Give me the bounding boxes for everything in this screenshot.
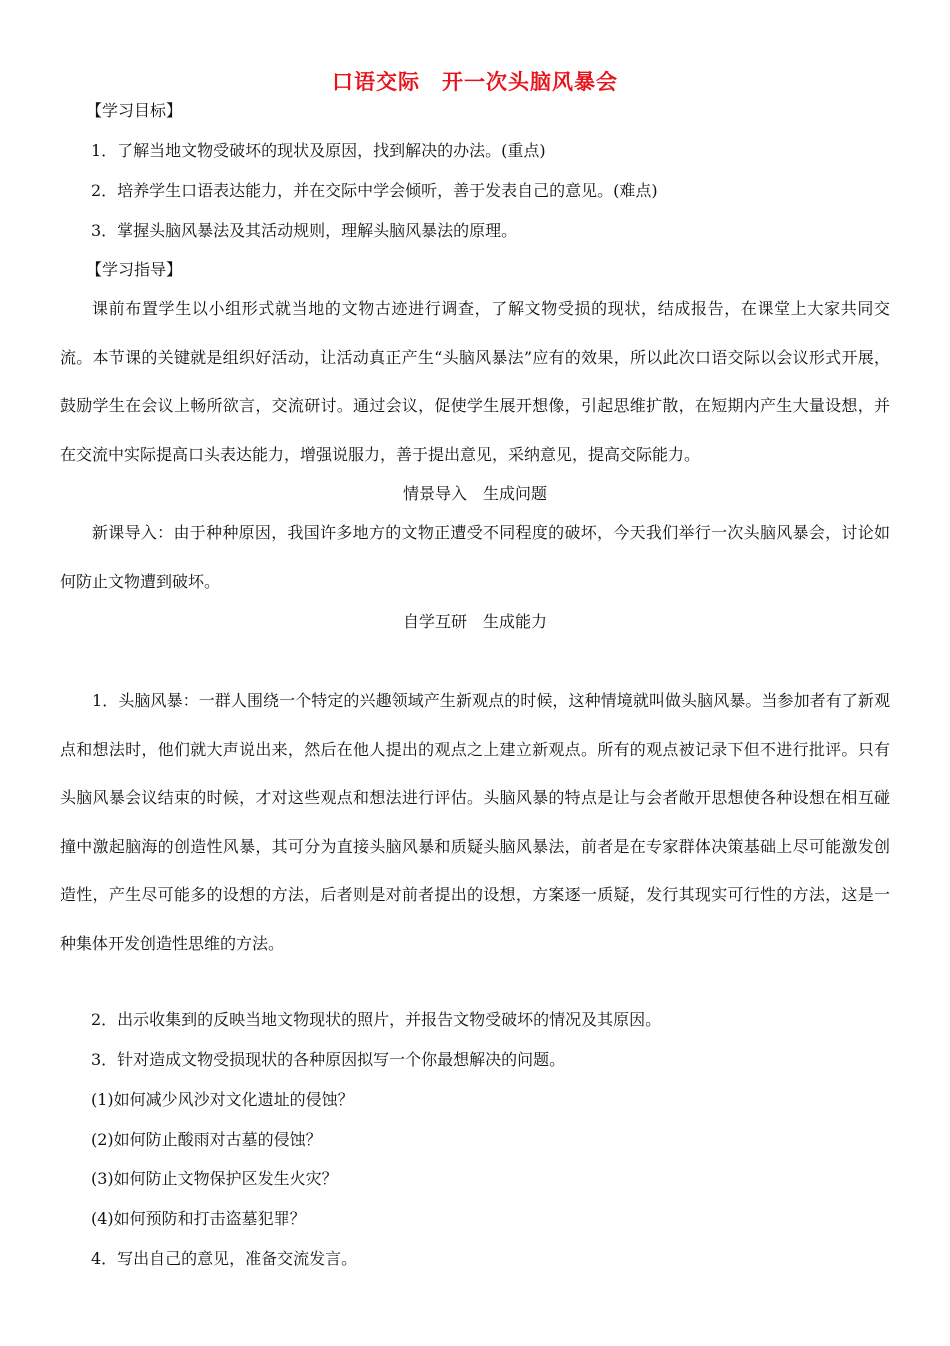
objective-item-3: 3．掌握头脑风暴法及其活动规则，理解头脑风暴法的原理。 [91, 221, 518, 240]
list-item-4: 4．写出自己的意见，准备交流发言。 [91, 1249, 358, 1268]
objectives-heading: 【学习目标】 [86, 101, 183, 120]
guidance-heading: 【学习指导】 [86, 260, 183, 279]
page-title: 口语交际 开一次头脑风暴会 [332, 70, 618, 94]
guidance-paragraph: 课前布置学生以小组形式就当地的文物古迹进行调查，了解文物受损的现状，结成报告，在课堂上大家共同交流。本节课的关键就是组织好活动，让活动真正产生“头脑风暴法”应有的效果，所以此次口语交际以会议形式开展，鼓励学生在会议上畅所欲言，交流研讨。通过会议，促使学生展开想像，引起思维扩散，在短期内产生大量设想，并在交流中实际提高口头表达能力，增强说服力，善于提出意见，采纳意见，提高交际能力。 [60, 299, 890, 464]
objective-item-1: 1．了解当地文物受破坏的现状及原因，找到解决的办法。(重点) [91, 141, 546, 160]
objective-item-2: 2．培养学生口语表达能力，并在交际中学会倾听，善于发表自己的意见。(难点) [91, 181, 658, 200]
brainstorm-paragraph: 1．头脑风暴：一群人围绕一个特定的兴趣领域产生新观点的时候，这种情境就叫做头脑风暴。当参加者有了新观点和想法时，他们就大声说出来，然后在他人提出的观点之上建立新观点。所有的观点被记录下但不进行批评。只有头脑风暴会议结束的时候，才对这些观点和想法进行评估。头脑风暴的特点是让与会者敞开思想使各种设想在相互碰撞中激起脑海的创造性风暴，其可分为直接头脑风暴和质疑头脑风暴法，前者是在专家群体决策基础上尽可能激发创造性，产生尽可能多的设想的方法，后者则是对前者提出的设想，方案逐一质疑，发行其现实可行性的方法，这是一种集体开发创造性思维的方法。 [60, 691, 890, 953]
list-item-3: 3．针对造成文物受损现状的各种原因拟写一个你最想解决的问题。 [91, 1050, 566, 1069]
list-item-2: 2．出示收集到的反映当地文物现状的照片，并报告文物受破坏的情况及其原因。 [91, 1010, 662, 1029]
section-heading-study: 自学互研 生成能力 [402, 612, 547, 631]
question-item-4: (4)如何预防和打击盗墓犯罪？ [91, 1209, 306, 1228]
question-item-3: (3)如何防止文物保护区发生火灾？ [91, 1169, 338, 1188]
question-item-2: (2)如何防止酸雨对古墓的侵蚀？ [91, 1130, 322, 1149]
question-item-1: (1)如何减少风沙对文化遗址的侵蚀？ [91, 1090, 354, 1109]
intro-paragraph: 新课导入：由于种种原因，我国许多地方的文物正遭受不同程度的破坏，今天我们举行一次头脑风暴会，讨论如何防止文物遭到破坏。 [60, 523, 890, 591]
section-heading-intro: 情景导入 生成问题 [402, 484, 547, 503]
